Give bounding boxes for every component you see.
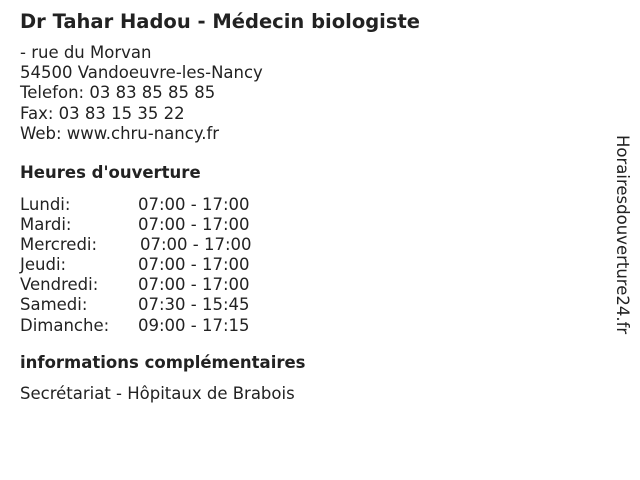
street-address: - rue du Morvan (20, 43, 152, 62)
time-range: 07:00 - 17:00 (138, 255, 250, 275)
contact-block (20, 43, 263, 144)
day-label: Mercredi: (20, 235, 98, 255)
additional-info-text: Secrétariat - Hôpitaux de Brabois (20, 384, 295, 403)
phone-number: Telefon: 03 83 85 85 85 (20, 83, 216, 103)
day-label: Samedi: (20, 295, 88, 315)
day-label: Lundi: (20, 195, 71, 214)
website-link[interactable]: Web: www.chru-nancy.fr (20, 123, 220, 143)
time-range: 07:00 - 17:00 (138, 275, 250, 295)
day-label: Jeudi: (20, 255, 67, 275)
time-range: 07:00 - 17:00 (138, 215, 250, 235)
time-range: 07:00 - 17:00 (140, 235, 252, 255)
fax-number: Fax: 03 83 15 35 22 (20, 103, 185, 123)
additional-info-heading: informations complémentaires (20, 353, 306, 372)
day-label: Vendredi: (20, 275, 99, 295)
day-label: Dimanche: (20, 315, 110, 335)
time-range: 09:00 - 17:15 (138, 315, 250, 335)
opening-hours-heading: Heures d'ouverture (20, 163, 201, 182)
day-label: Mardi: (20, 215, 72, 235)
city-address: 54500 Vandoeuvre-les-Nancy (20, 63, 263, 83)
time-range: 07:00 - 17:00 (138, 195, 250, 214)
page-title: Dr Tahar Hadou - Médecin biologiste (20, 10, 421, 33)
time-range: 07:30 - 15:45 (138, 295, 250, 315)
site-watermark: Horairesdouverture24.fr (613, 135, 632, 335)
